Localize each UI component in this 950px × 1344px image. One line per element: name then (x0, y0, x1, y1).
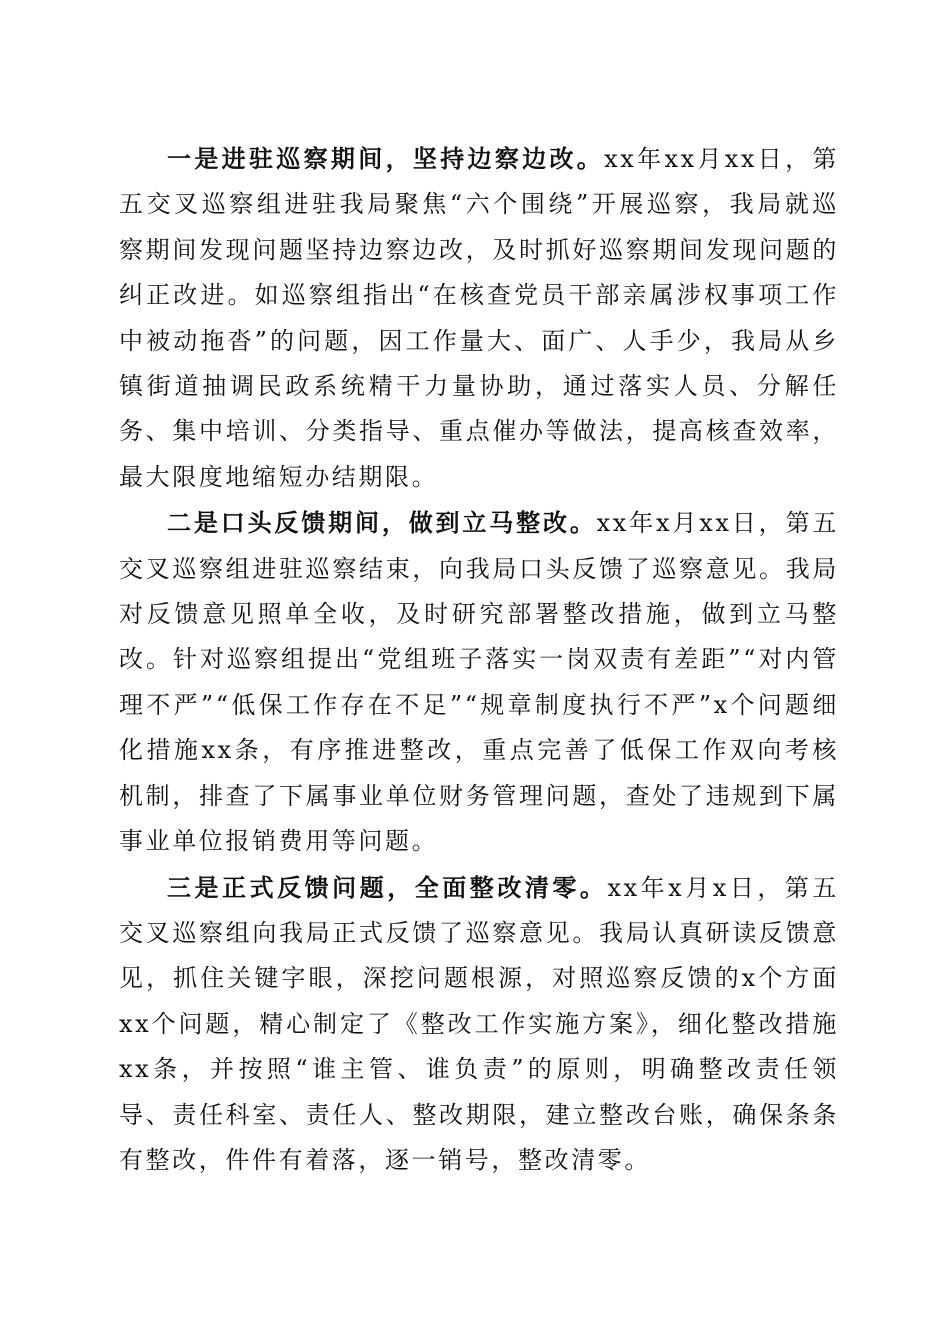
paragraph-2-body: xx年x月xx日，第五交叉巡察组进驻巡察结束，向我局口头反馈了巡察意见。我局对反馈意见照单全收，及时研究部署整改措施，做到立马整改。针对巡察组提出“党组班子落实一岗双责有差距”“对内管理不严”“低保工作存在不足”“规章制度执行不严”x个问题细化措施xx条，有序推进整改，重点完善了低保工作双向考核机制，排查了下属事业单位财务管理问题，查处了违规到下属事业单位报销费用等问题。 (119, 509, 839, 856)
document-page (119, 136, 839, 1183)
paragraph-3-body: xx年x月x日，第五交叉巡察组向我局正式反馈了巡察意见。我局认真研读反馈意见，抓住关键字眼，深挖问题根源，对照巡察反馈的x个方面xx个问题，精心制定了《整改工作实施方案》，细化整改措施xx条，并按照“谁主管、谁负责”的原则，明确整改责任领导、责任科室、责任人、整改期限，建立整改台账，确保条条有整改，件件有着落，逐一销号，整改清零。 (119, 873, 839, 1174)
paragraph-2 (119, 500, 839, 864)
paragraph-3-lead: 三是正式反馈问题，全面整改清零。 (167, 872, 608, 902)
paragraph-3 (119, 865, 839, 1184)
paragraph-1-body: xx年xx月xx日，第五交叉巡察组进驻我局聚焦“六个围绕”开展巡察，我局就巡察期间发现问题坚持边察边改，及时抓好巡察期间发现问题的纠正改进。如巡察组指出“在核查党员干部亲属涉权事项工作中被动拖沓”的问题，因工作量大、面广、人手少，我局从乡镇街道抽调民政系统精干力量协助，通过落实人员、分解任务、集中培训、分类指导、重点催办等做法，提高核查效率，最大限度地缩短办结期限。 (119, 145, 839, 491)
paragraph-1-lead: 一是进驻巡察期间，坚持边察边改。 (167, 144, 605, 173)
paragraph-1 (119, 136, 839, 500)
paragraph-2-lead: 二是口头反馈期间，做到立马整改。 (167, 508, 597, 538)
